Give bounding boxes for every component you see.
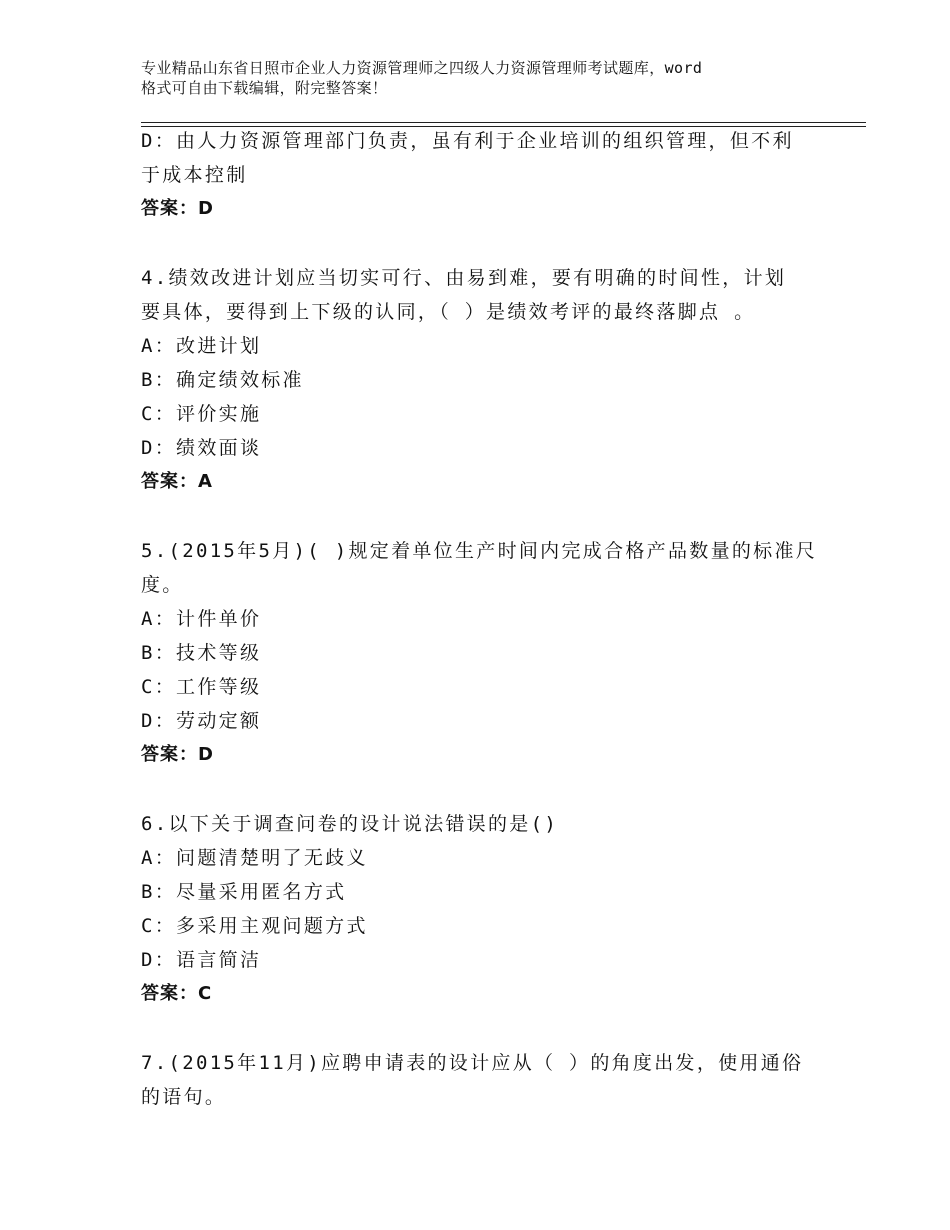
answer: 答案：C — [141, 983, 213, 1004]
answer: 答案：D — [141, 198, 214, 219]
option-d-line-2: 于成本控制 — [141, 164, 248, 186]
question-stem-line-1: 7.(2015年11月)应聘申请表的设计应从（ ）的角度出发，使用通俗 — [141, 1052, 804, 1074]
option-d-line-1: D：由人力资源管理部门负责，虽有利于企业培训的组织管理，但不利 — [141, 130, 794, 152]
question-6 — [141, 807, 821, 1011]
header-line-2: 格式可自由下载编辑，附完整答案！ — [141, 79, 388, 97]
question-3-tail — [141, 124, 821, 226]
question-7 — [141, 1046, 821, 1114]
option-b: B：确定绩效标准 — [141, 369, 304, 391]
option-d: D：劳动定额 — [141, 710, 262, 732]
option-c: C：多采用主观问题方式 — [141, 915, 368, 937]
document-body — [141, 124, 821, 1114]
option-d: D：语言简洁 — [141, 949, 262, 971]
question-stem-line-1: 4.绩效改进计划应当切实可行、由易到难，要有明确的时间性，计划 — [141, 267, 787, 289]
header-line-1: 专业精品山东省日照市企业人力资源管理师之四级人力资源管理师考试题库，word — [141, 59, 703, 77]
question-stem-line-1: 5.(2015年5月)( )规定着单位生产时间内完成合格产品数量的标准尺 — [141, 540, 818, 562]
question-5 — [141, 534, 821, 772]
option-d: D：绩效面谈 — [141, 437, 262, 459]
option-c: C：工作等级 — [141, 676, 262, 698]
header-rule-thick — [141, 122, 866, 123]
question-stem-line-2: 度。 — [141, 574, 184, 596]
document-header — [141, 58, 841, 98]
option-a: A：改进计划 — [141, 335, 262, 357]
answer: 答案：D — [141, 744, 214, 765]
option-c: C：评价实施 — [141, 403, 262, 425]
option-a: A：问题清楚明了无歧义 — [141, 847, 368, 869]
question-4 — [141, 261, 821, 499]
question-stem-line-1: 6.以下关于调查问卷的设计说法错误的是() — [141, 813, 559, 835]
question-stem-line-2: 要具体，要得到上下级的认同，（ ）是绩效考评的最终落脚点 。 — [141, 301, 756, 323]
answer: 答案：A — [141, 471, 213, 492]
option-b: B：尽量采用匿名方式 — [141, 881, 347, 903]
option-b: B：技术等级 — [141, 642, 262, 664]
option-a: A：计件单价 — [141, 608, 262, 630]
question-stem-line-2: 的语句。 — [141, 1086, 227, 1108]
